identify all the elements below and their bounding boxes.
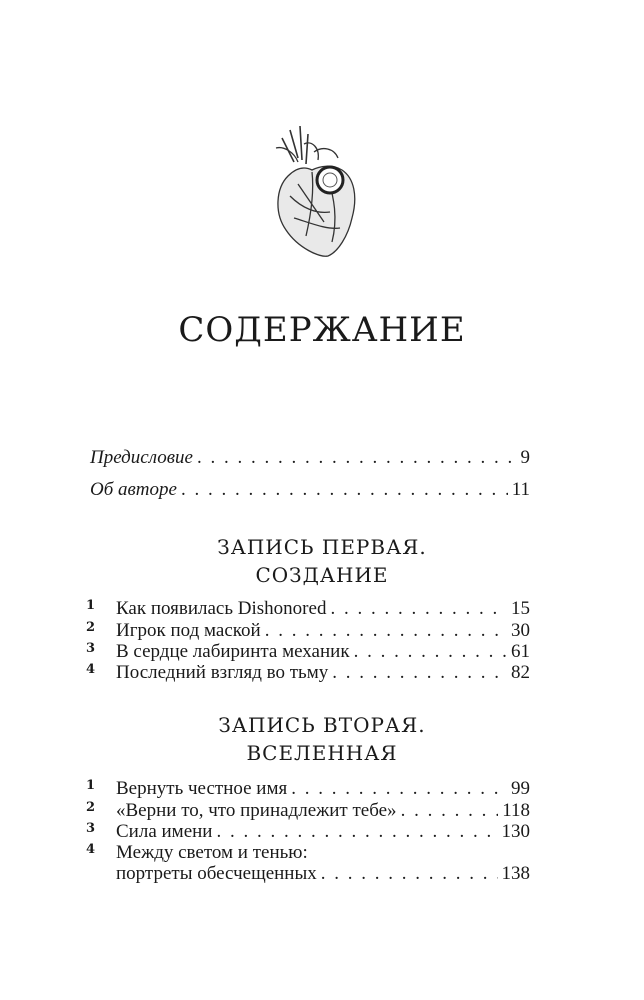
toc-entry-page: 130: [501, 821, 530, 842]
toc-entry-about-author[interactable]: [90, 479, 530, 501]
toc-entry-page: 30: [511, 620, 530, 641]
toc-entry-page: 118: [502, 800, 530, 821]
toc-entry-label: Как появилась Dishonored: [116, 598, 327, 619]
toc-entry-page: 61: [511, 641, 530, 662]
toc-entry-label: Между светом и тенью:: [116, 842, 308, 863]
toc-entry-label: Вернуть честное имя: [116, 778, 288, 799]
part1-title-line2: СОЗДАНИЕ: [255, 563, 389, 587]
chapter-number: 1: [86, 598, 96, 613]
toc-entry-page: 11: [511, 479, 530, 500]
mechanical-heart-icon: [268, 118, 364, 260]
chapter-number: 4: [86, 842, 96, 857]
toc-entry-label: Сила имени: [116, 821, 213, 842]
toc-entry-label: Игрок под маской: [116, 620, 261, 641]
chapter-number: 1: [86, 778, 96, 793]
chapter-number: 3: [86, 821, 96, 836]
toc-entry-label: Последний взгляд во тьму: [116, 662, 329, 683]
leader-dots: [181, 479, 508, 501]
toc-entry-label: Об авторе: [90, 479, 177, 500]
toc-entry-page: 138: [501, 863, 530, 884]
toc-entry-chapter[interactable]: [86, 821, 530, 843]
leader-dots: [332, 662, 507, 684]
leader-dots: [401, 800, 499, 822]
part2-title-line1: ЗАПИСЬ ВТОРАЯ.: [218, 713, 426, 737]
toc-entry-chapter-continuation[interactable]: [116, 863, 530, 885]
leader-dots: [330, 598, 507, 620]
toc-entry-chapter[interactable]: [86, 778, 530, 800]
toc-entry-preface[interactable]: [90, 447, 530, 469]
toc-entry-label-cont: портреты обесчещенных: [116, 863, 317, 884]
toc-entry-label: Предисловие: [90, 447, 193, 468]
leader-dots: [291, 778, 507, 800]
chapter-number: 2: [86, 800, 96, 815]
toc-entry-chapter-first-line[interactable]: [86, 842, 530, 864]
leader-dots: [197, 447, 517, 469]
toc-entry-chapter[interactable]: [86, 598, 530, 620]
leader-dots: [265, 620, 507, 642]
toc-entry-page: 9: [520, 447, 530, 468]
chapter-number: 3: [86, 641, 96, 656]
toc-entry-chapter[interactable]: [86, 800, 530, 822]
toc-entry-label: «Верни то, что принадлежит тебе»: [116, 800, 397, 821]
leader-dots: [216, 821, 497, 843]
part1-title-line1: ЗАПИСЬ ПЕРВАЯ.: [217, 535, 427, 559]
toc-entry-page: 15: [511, 598, 530, 619]
toc-entry-page: 99: [511, 778, 530, 799]
toc-entry-chapter[interactable]: [86, 662, 530, 684]
chapter-number: 4: [86, 662, 96, 677]
leader-dots: [354, 641, 507, 663]
chapter-number: 2: [86, 620, 96, 635]
part2-title-line2: ВСЕЛЕННАЯ: [246, 741, 398, 765]
page-title: СОДЕРЖАНИЕ: [178, 310, 466, 350]
leader-dots: [321, 863, 498, 885]
toc-entry-label: В сердце лабиринта механик: [116, 641, 350, 662]
toc-entry-page: 82: [511, 662, 530, 683]
toc-entry-chapter[interactable]: [86, 641, 530, 663]
toc-entry-chapter[interactable]: [86, 620, 530, 642]
